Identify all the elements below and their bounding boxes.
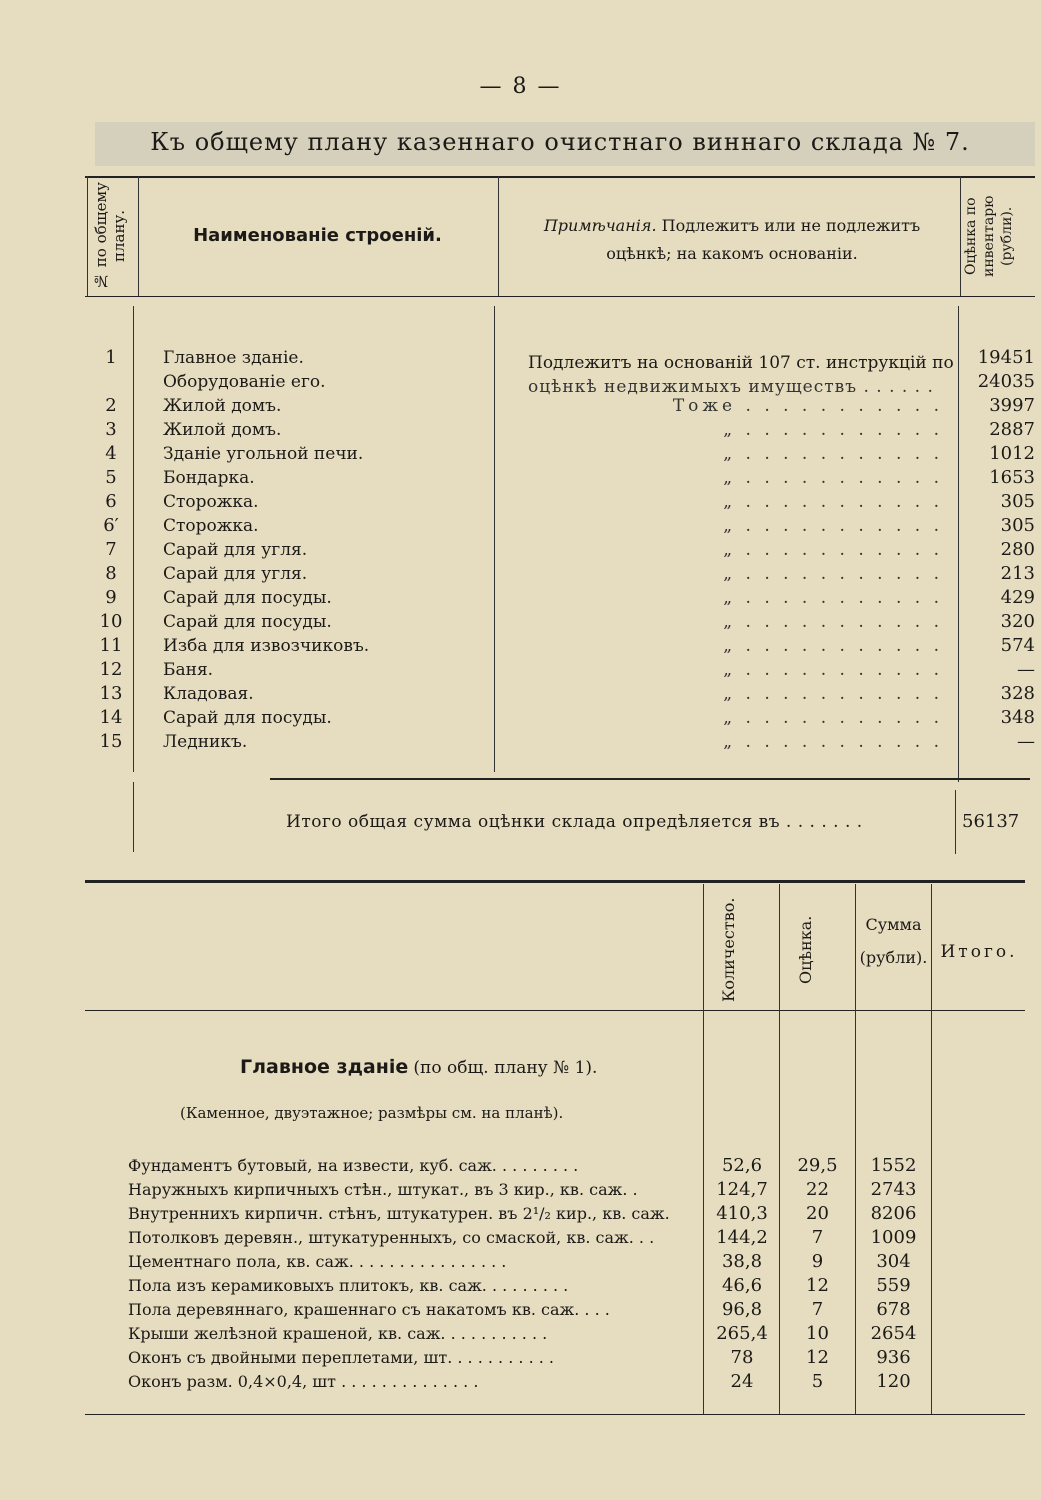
table1-row [90,586,1035,610]
row-note: „ . . . . . . . . . . . [723,420,943,440]
table1-row [90,466,1035,490]
header-sum [856,915,931,967]
table2-row [128,1274,1028,1298]
total-rule [270,778,1030,780]
row-rate: 10 [806,1323,829,1344]
table1-row [90,442,1035,466]
row-quantity: 124,7 [716,1179,768,1200]
row-description: Внутреннихъ кирпичн. стѣнъ, штукатурен. въ 2¹/₂ кир., кв. саж. [128,1204,670,1223]
header-plan-number: № по общему плану. [92,182,128,290]
row-plan-number: 5 [105,467,117,488]
row-valuation: 1012 [989,443,1035,464]
row-quantity: 24 [730,1371,754,1392]
row-quantity: 410,3 [716,1203,768,1224]
row-plan-number: 15 [99,731,123,752]
table1-row [90,658,1035,682]
table1-header-rule [85,296,1035,297]
row-sum: 120 [876,1371,911,1392]
total-label: Итого общая сумма оцѣнки склада опредѣляется въ . . . . . . . [286,812,863,832]
row-rate: 20 [806,1203,829,1224]
total-left-line [133,782,134,852]
row-valuation: 328 [1000,683,1035,704]
row-building-name: Изба для извозчиковъ. [163,636,370,656]
row-sum: 8206 [870,1203,917,1224]
row-quantity: 38,8 [721,1251,763,1272]
row-description: Цементнаго пола, кв. саж. . . . . . . . . . . . . . . . [128,1252,507,1271]
table1-col-divider [498,176,499,296]
row-sum: 678 [876,1299,911,1320]
row-plan-number: 6′ [103,515,119,536]
row-plan-number: 8 [105,563,117,584]
row-description: Потолковъ деревян., штукатуренныхъ, со смаской, кв. саж. . . [128,1228,655,1247]
table1-row [90,562,1035,586]
row-note: „ . . . . . . . . . . . [723,708,943,728]
row-valuation: 574 [1000,635,1035,656]
row-building-name: Сторожка. [163,516,259,536]
table2-row [128,1154,1028,1178]
row-valuation: 213 [1000,563,1035,584]
note-line-1: Подлежитъ на основаній 107 ст. инструкцій по [528,353,954,373]
row-note: „ . . . . . . . . . . . [723,612,943,632]
row-building-name: Оборудованіе его. [163,372,326,392]
row-building-name: Сарай для посуды. [163,708,332,728]
row-note: „ . . . . . . . . . . . [723,540,943,560]
row-note: „ . . . . . . . . . . . [723,564,943,584]
row-description: Пола изъ керамиковыхъ плитокъ, кв. саж. . . . . . . . . [128,1276,569,1295]
section-title-bold: Главное зданіе [240,1056,409,1078]
row-plan-number: 11 [99,635,123,656]
row-building-name: Бондарка. [163,468,255,488]
row-plan-number: 1 [105,347,117,368]
row-sum: 936 [876,1347,911,1368]
row-note: „ . . . . . . . . . . . [723,588,943,608]
row-quantity: 265,4 [716,1323,768,1344]
row-sum: 2654 [870,1323,917,1344]
row-building-name: Сарай для угля. [163,540,308,560]
total-value: 56137 [962,811,1020,832]
row-note: „ . . . . . . . . . . . [723,468,943,488]
row-description: Оконъ съ двойными переплетами, шт. . . . . . . . . . . [128,1348,554,1367]
header-notes-italic: Примѣчанія. [543,216,657,235]
page-number: — 8 — [479,74,562,99]
row-plan-number: 7 [105,539,117,560]
table1-top-rule [85,176,1035,178]
row-plan-number: 13 [99,683,123,704]
row-description: Наружныхъ кирпичныхъ стѣн., штукат., въ 3 кир., кв. саж. . [128,1180,638,1199]
table2-row [128,1346,1028,1370]
row-quantity: 46,6 [721,1275,763,1296]
table2-row [128,1226,1028,1250]
table2-row [128,1322,1028,1346]
row-description: Пола деревяннаго, крашеннаго съ накатомъ кв. саж. . . . [128,1300,610,1319]
row-sum: 2743 [870,1179,917,1200]
row-plan-number: 6 [105,491,117,512]
row-note: „ . . . . . . . . . . . [723,684,943,704]
header-valuation: Оцѣнка по инвентарю (рубли). [963,195,1015,277]
row-note: „ . . . . . . . . . . . [723,636,943,656]
row-valuation: — [1017,659,1035,680]
row-note: „ . . . . . . . . . . . [723,516,943,536]
row-description: Крыши желѣзной крашеной, кв. саж. . . . . . . . . . . [128,1324,548,1343]
row-rate: 29,5 [797,1155,838,1176]
row-quantity: 52,6 [721,1155,763,1176]
row-rate: 12 [806,1347,829,1368]
table1-row [90,706,1035,730]
table1-row [90,634,1035,658]
row-building-name: Кладовая. [163,684,254,704]
row-rate: 7 [811,1227,824,1248]
row-sum: 559 [876,1275,911,1296]
header-building-name: Наименованіе строеній. [193,225,442,246]
header-sum-line1: Сумма [865,915,922,934]
row-building-name: Зданіе угольной печи. [163,444,364,464]
row-building-name: Жилой домъ. [163,396,282,416]
row-valuation: 24035 [977,371,1035,392]
row-building-name: Жилой домъ. [163,420,282,440]
table2-row [128,1250,1028,1274]
row-quantity: 78 [730,1347,754,1368]
section-title-rest: (по общ. плану № 1). [413,1058,598,1078]
row-valuation: 280 [1000,539,1035,560]
row-valuation: 2887 [989,419,1035,440]
row-rate: 9 [811,1251,824,1272]
header-notes [512,212,952,268]
row-sum: 1009 [870,1227,917,1248]
row-plan-number: 2 [105,395,117,416]
row-building-name: Сарай для угля. [163,564,308,584]
row-note: „ . . . . . . . . . . . [723,492,943,512]
header-notes-text: Подлежитъ или не подлежитъ оцѣнкѣ; на какомъ основаніи. [606,216,921,263]
page-title: Къ общему плану казеннаго очистнаго виннаго склада № 7. [150,128,970,156]
table1-row [90,730,1035,754]
row-valuation: 429 [1000,587,1035,608]
row-note: Тоже . . . . . . . . . . . [672,396,943,416]
table1-row [90,610,1035,634]
row-plan-number: 4 [105,443,117,464]
row-valuation: 19451 [977,347,1035,368]
table1-row [90,682,1035,706]
table2-row [128,1370,1028,1394]
note-line-2: оцѣнкѣ недвижимыхъ имуществъ . . . . . . [528,377,934,397]
row-description: Оконъ разм. 0,4×0,4, шт . . . . . . . . . . . . . . [128,1372,479,1391]
row-valuation: 1653 [989,467,1035,488]
table2-row [128,1178,1028,1202]
table1-row [90,514,1035,538]
row-plan-number [90,370,132,394]
row-rate: 22 [806,1179,829,1200]
row-rate: 7 [811,1299,824,1320]
row-quantity: 96,8 [721,1299,763,1320]
row-sum: 304 [876,1251,911,1272]
row-note: „ . . . . . . . . . . . [723,732,943,752]
table1-row [90,418,1035,442]
row-plan-number: 10 [99,611,123,632]
row-valuation: — [1017,731,1035,752]
row-rate: 5 [811,1371,824,1392]
row-building-name: Сарай для посуды. [163,588,332,608]
header-rate: Оцѣнка. [796,915,815,985]
row-building-name: Баня. [163,660,214,680]
section-subtitle: (Каменное, двуэтажное; размѣры см. на планѣ). [180,1104,564,1122]
table1-row [90,538,1035,562]
row-building-name: Сторожка. [163,492,259,512]
row-valuation: 305 [1000,515,1035,536]
row-building-name: Главное зданіе. [163,348,304,368]
table2-row [128,1298,1028,1322]
row-plan-number: 9 [105,587,117,608]
row-sum: 1552 [870,1155,917,1176]
row-quantity: 144,2 [716,1227,768,1248]
row-description: Фундаментъ бутовый, на извести, куб. саж. . . . . . . . . [128,1156,579,1175]
row-valuation: 3997 [989,395,1035,416]
header-quantity: Количество. [719,897,738,1003]
table1-col-divider [138,176,139,296]
row-rate: 12 [806,1275,829,1296]
row-note: „ . . . . . . . . . . . [723,660,943,680]
table2-bottom-rule [85,1414,1025,1415]
row-plan-number: 12 [99,659,123,680]
row-plan-number: 14 [99,707,123,728]
row-building-name: Сарай для посуды. [163,612,332,632]
table1-col-divider [960,176,961,296]
row-valuation: 305 [1000,491,1035,512]
row-note: „ . . . . . . . . . . . [723,444,943,464]
header-sum-line2: (рубли). [859,948,928,967]
total-right-line [955,790,956,854]
table2-header-rule [85,1010,1025,1011]
header-total: Итого. [940,942,1018,962]
table1-row [90,490,1035,514]
table1-left-border [87,176,88,296]
table2-top-rule [85,880,1025,883]
row-valuation: 320 [1000,611,1035,632]
row-valuation: 348 [1000,707,1035,728]
section-title [240,1056,597,1078]
row-building-name: Ледникъ. [163,732,248,752]
table2-row [128,1202,1028,1226]
row-plan-number: 3 [105,419,117,440]
